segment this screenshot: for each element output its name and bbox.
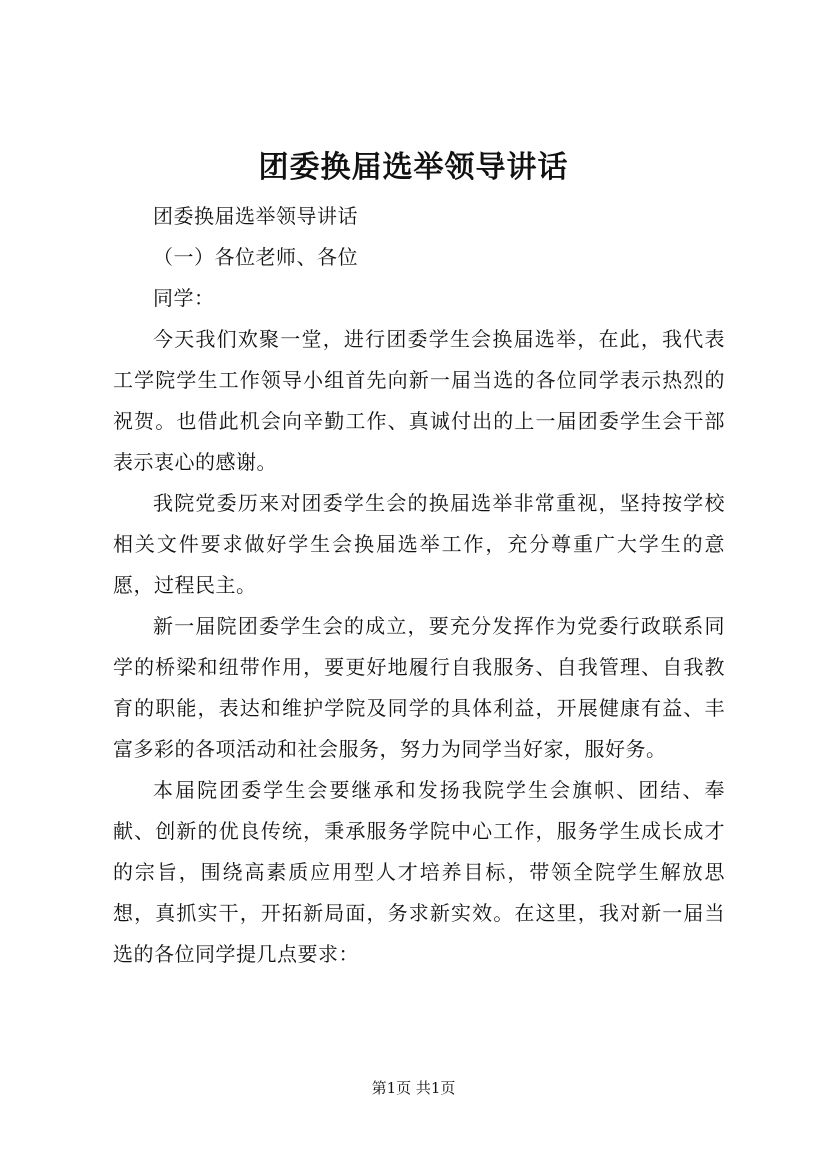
paragraph-salutation: 同学： — [153, 286, 215, 310]
paragraph: 本届院团委学生会要继承和发扬我院学生会旗帜、团结、奉献、创新的优良传统，秉承服务学院中心工作，服务学生成长成才的宗旨，围绕高素质应用型人才培养目标，带领全院学生解放思想，真抓实干，开拓新局面，务求新实效。在这里，我对新一届当选的各位同学提几点要求： — [113, 778, 725, 966]
paragraph-subtitle: 团委换届选举领导讲话 — [153, 204, 358, 228]
paragraph: 新一届院团委学生会的成立，要充分发挥作为党委行政联系同学的桥梁和纽带作用，要更好地履行自我服务、自我管理、自我教育的职能，表达和维护学院及同学的具体利益，开展健康有益、丰富多彩的各项活动和社会服务，努力为同学当好家，服好务。 — [113, 614, 725, 761]
paragraph: 今天我们欢聚一堂，进行团委学生会换届选举，在此，我代表工学院学生工作领导小组首先向新一届当选的各位同学表示热烈的祝贺。也借此机会向辛勤工作、真诚付出的上一届团委学生会干部表示衷心的感谢。 — [113, 327, 725, 474]
page-footer: 第1页 共1页 — [371, 1079, 456, 1097]
paragraph-section: （一）各位老师、各位 — [153, 245, 358, 269]
document-title: 团委换届选举领导讲话 — [258, 150, 569, 185]
paragraph: 我院党委历来对团委学生会的换届选举非常重视，坚持按学校相关文件要求做好学生会换届选举工作，充分尊重广大学生的意愿，过程民主。 — [113, 491, 725, 597]
document-body — [113, 196, 725, 975]
